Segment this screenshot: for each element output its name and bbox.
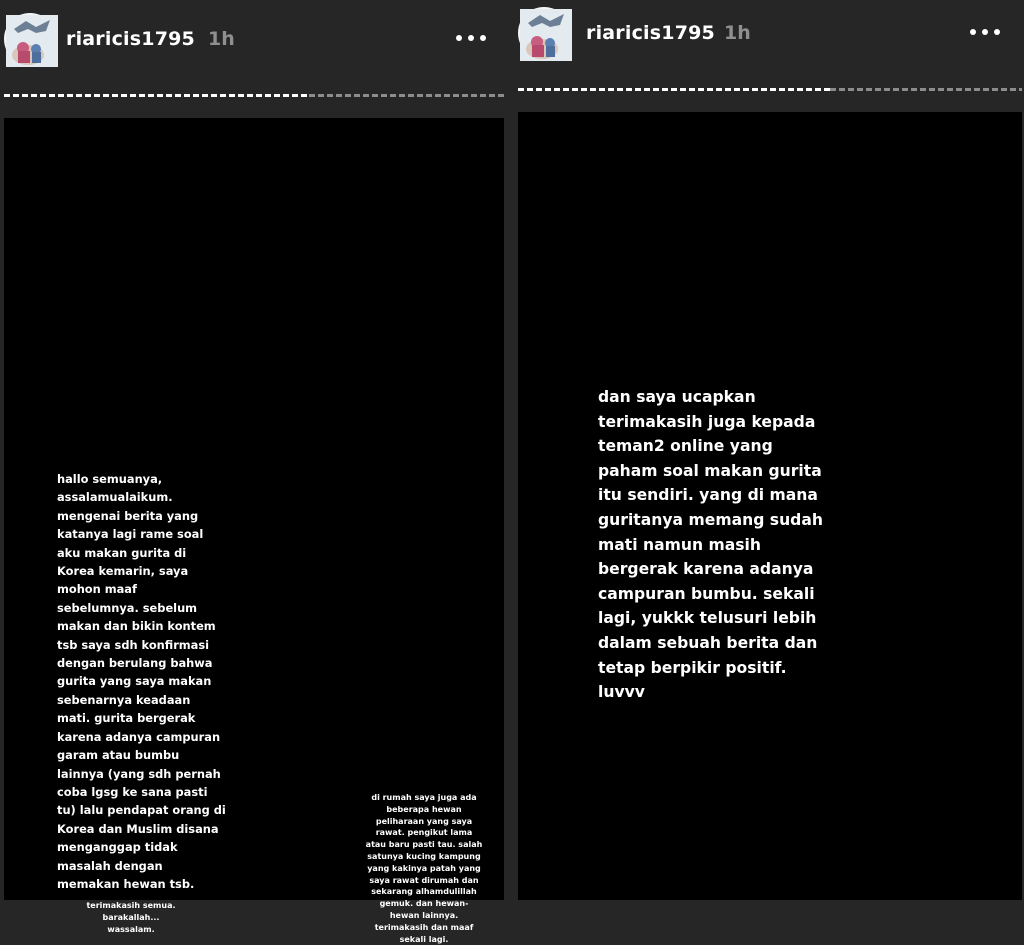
story-text-line: luvvv: [598, 683, 645, 702]
avatar[interactable]: [518, 7, 570, 59]
story-side-text: [354, 792, 494, 945]
story-text-line: tetap berpikir positif.: [598, 658, 787, 677]
story-text-line: masalah dengan: [57, 858, 163, 873]
story-text-line: lainnya (yang sdh pernah: [57, 766, 221, 781]
story-text-line: saya rawat dirumah dan: [369, 875, 479, 885]
story-text-line: sebelumnya. sebelum: [57, 600, 198, 615]
story-text-line: dalam sebuah berita dan: [598, 633, 818, 652]
story-text-line: itu sendiri. yang di mana: [598, 486, 818, 505]
story-header: [516, 0, 1024, 80]
username[interactable]: riaricis1795: [586, 22, 715, 44]
story-text-line: sekarang alhamdulillah: [371, 887, 477, 897]
story-text-line: mengenai berita yang: [57, 508, 199, 523]
more-options-icon[interactable]: [454, 28, 488, 48]
story-text-line: yang kakinya patah yang: [367, 863, 481, 873]
story-text-line: bergerak karena adanya: [598, 560, 814, 579]
story-text-line: beberapa hewan: [386, 804, 462, 814]
avatar[interactable]: [4, 13, 56, 65]
story-text-line: menganggap tidak: [57, 840, 178, 855]
story-text-line: makan dan bikin kontem: [57, 619, 216, 634]
story-panel-right: [516, 0, 1024, 900]
progress-viewed: [4, 94, 309, 97]
story-text-line: assalamualaikum.: [57, 490, 173, 505]
story-text-line: mohon maaf: [57, 582, 137, 597]
progress-remaining: [830, 88, 1022, 91]
story-text-line: aku makan gurita di: [57, 545, 187, 560]
story-text-line: mati namun masih: [598, 535, 762, 554]
story-text-line: memakan hewan tsb.: [57, 876, 195, 891]
story-text-line: peliharaan yang saya: [375, 816, 473, 826]
story-text-line: garam atau bumbu: [57, 748, 180, 763]
story-text-line: coba lgsg ke sana pasti: [57, 784, 208, 799]
story-text-line: terimakasih dan maaf: [374, 922, 474, 932]
post-time: 1h: [724, 22, 751, 44]
story-text-line: hallo semuanya,: [57, 472, 163, 486]
progress-viewed: [518, 88, 830, 91]
story-text-line: terimakasih juga kepada: [598, 412, 816, 431]
story-text-line: sekali lagi.: [399, 934, 449, 944]
story-text-line: teman2 online yang: [598, 437, 773, 456]
story-text-line: gemuk. dan hewan-: [379, 899, 469, 909]
avatar-photo: [520, 9, 572, 61]
story-progress-bar: [518, 88, 1022, 91]
story-text-line: rawat. pengikut lama: [375, 828, 473, 838]
story-text-line: di rumah saya juga ada: [371, 793, 477, 802]
username[interactable]: riaricis1795: [66, 28, 195, 50]
story-text-line: paham soal makan gurita: [598, 461, 822, 480]
story-text-line: satunya kucing kampung: [367, 851, 481, 861]
story-text-line: gurita yang saya makan: [57, 674, 212, 689]
story-text-line: karena adanya campuran: [57, 729, 221, 744]
more-options-icon[interactable]: [968, 22, 1002, 42]
story-content[interactable]: [518, 112, 1022, 900]
story-text-line: atau baru pasti tau. salah: [365, 840, 483, 850]
story-text-line: katanya lagi rame soal: [57, 527, 204, 542]
story-text-line: tsb saya sdh konfirmasi: [57, 637, 210, 652]
story-text-line: terimakasih semua.: [86, 901, 176, 910]
story-progress-bar: [4, 94, 504, 97]
story-text-line: tu) lalu pendapat orang di: [57, 803, 226, 818]
story-main-text: [598, 385, 858, 705]
story-text-line: sebenarnya keadaan: [57, 692, 191, 707]
story-header: [0, 0, 510, 80]
story-text-line: dengan berulang bahwa: [57, 656, 213, 671]
avatar-photo: [6, 15, 58, 67]
story-text-line: Korea kemarin, saya: [57, 564, 189, 579]
story-text-line: wassalam.: [107, 925, 155, 934]
story-text-line: lagi, yukkk telusuri lebih: [598, 609, 817, 628]
story-text-line: guritanya memang sudah: [598, 510, 823, 529]
story-text-line: hewan lainnya.: [389, 910, 459, 920]
progress-remaining: [309, 94, 504, 97]
story-text-line: barakallah...: [102, 913, 160, 922]
story-text-line: mati. gurita bergerak: [57, 711, 196, 726]
story-text-line: dan saya ucapkan: [598, 388, 756, 406]
story-text-line: campuran bumbu. sekali: [598, 584, 815, 603]
post-time: 1h: [208, 28, 235, 50]
story-main-text: [57, 470, 247, 893]
story-content[interactable]: [4, 118, 504, 944]
story-panel-left: [0, 0, 510, 944]
story-text-line: Korea dan Muslim disana: [57, 821, 219, 836]
story-thanks-text: [66, 900, 196, 936]
